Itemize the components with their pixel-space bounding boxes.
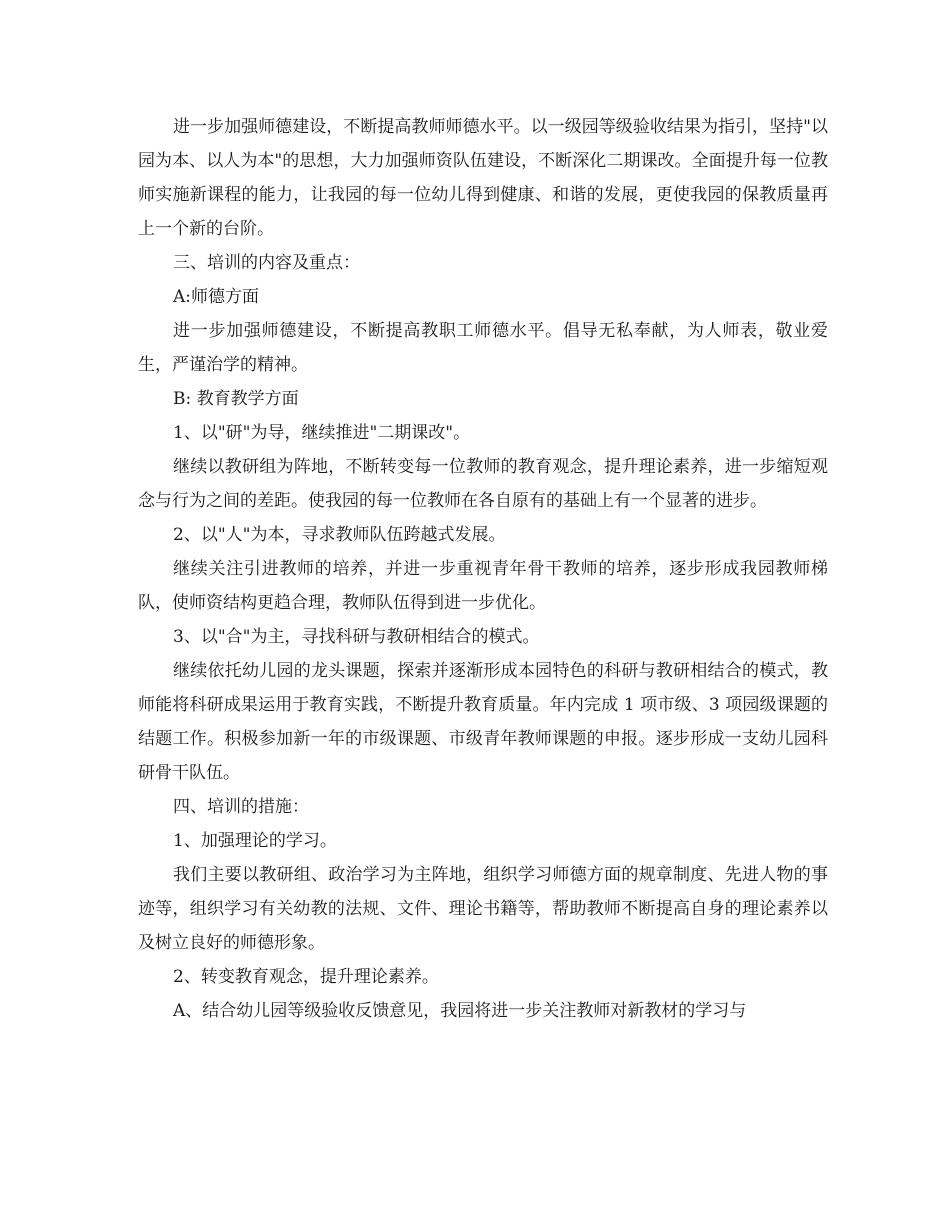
item-heading-theory: 1、加强理论的学习。 [173,831,337,851]
paragraph-intro: 进一步加强师德建设，不断提高教师师德水平。以一级园等级验收结果为指引，坚持"以园为本、以人为本"的思想，大力加强师资队伍建设，不断深化二期课改。全面提升每一位教师实施新课程的能力，让我园的每一位幼儿得到健康、和谐的发展，更使我园的保教质量再上一个新的台阶。 [138,117,828,239]
item-heading-combination: 3、以"合"为主，寻找科研与教研相结合的模式。 [173,627,540,647]
paragraph-research: 继续以教研组为阵地，不断转变每一位教师的教育观念，提升理论素养，进一步缩短观念与行为之间的差距。使我园的每一位教师在各自原有的基础上有一个显著的进步。 [138,457,828,511]
paragraph-concepts: A、结合幼儿园等级验收反馈意见，我园将进一步关注教师对新教材的学习与 [173,1001,747,1021]
item-heading-concepts: 2、转变教育观念，提升理论素养。 [173,967,439,987]
paragraph-combination: 继续依托幼儿园的龙头课题，探索并逐渐形成本园特色的科研与教研相结合的模式，教师能将科研成果运用于教育实践，不断提升教育质量。年内完成 1 项市级、3 项园级课题的结题工作。积极参加新一年的市级课题、市级青年教师课题的申报。逐步形成一支幼儿园科研骨干队伍。 [138,661,828,783]
item-heading-research: 1、以"研"为导，继续推进"二期课改"。 [173,423,471,443]
paragraph-people: 继续关注引进教师的培养，并进一步重视青年骨干教师的培养，逐步形成我园教师梯队，使师资结构更趋合理，教师队伍得到进一步优化。 [138,559,828,613]
section-heading-measures: 四、培训的措施： [173,797,309,817]
subheading-ethics: A:师德方面 [173,287,260,307]
subheading-teaching: B: 教育教学方面 [173,389,299,409]
document-body [138,110,828,1028]
paragraph-theory: 我们主要以教研组、政治学习为主阵地，组织学习师德方面的规章制度、先进人物的事迹等，组织学习有关幼教的法规、文件、理论书籍等，帮助教师不断提高自身的理论素养以及树立良好的师德形象。 [138,865,828,953]
paragraph-ethics: 进一步加强师德建设，不断提高教职工师德水平。倡导无私奉献，为人师表，敬业爱生，严谨治学的精神。 [138,321,828,375]
section-heading-training-content: 三、培训的内容及重点： [173,253,360,273]
item-heading-people: 2、以"人"为本，寻求教师队伍跨越式发展。 [173,525,506,545]
